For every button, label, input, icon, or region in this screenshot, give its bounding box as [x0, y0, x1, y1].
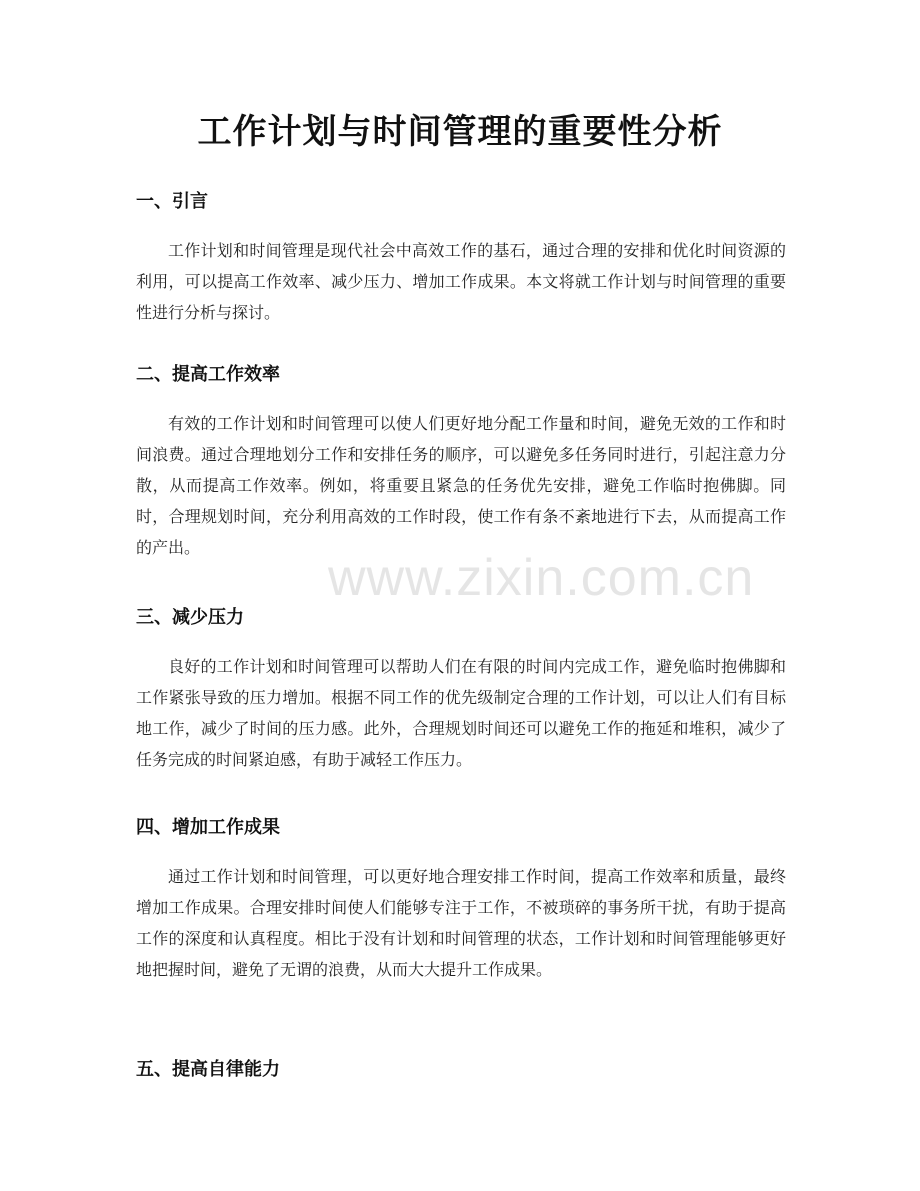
section-body-efficiency: 有效的工作计划和时间管理可以使人们更好地分配工作量和时间，避免无效的工作和时间浪费。通过合理地划分工作和安排任务的顺序，可以避免多任务同时进行，引起注意力分散，从而提高工作效率。例如，将重要且紧急的任务优先安排，避免工作临时抱佛脚。同时，合理规划时间，充分利用高效的工作时段，使工作有条不紊地进行下去，从而提高工作的产出。 [136, 414, 786, 557]
section-heading-efficiency: 二、提高工作效率 [136, 364, 280, 385]
section-body-stress: 良好的工作计划和时间管理可以帮助人们在有限的时间内完成工作，避免临时抱佛脚和工作紧张导致的压力增加。根据不同工作的优先级制定合理的工作计划，可以让人们有目标地工作，减少了时间的压力感。此外，合理规划时间还可以避免工作的拖延和堆积，减少了任务完成的时间紧迫感，有助于减轻工作压力。 [136, 657, 786, 769]
section-heading-introduction: 一、引言 [136, 191, 208, 212]
document-title: 工作计划与时间管理的重要性分析 [197, 112, 723, 152]
section-body-introduction: 工作计划和时间管理是现代社会中高效工作的基石，通过合理的安排和优化时间资源的利用，可以提高工作效率、减少压力、增加工作成果。本文将就工作计划与时间管理的重要性进行分析与探讨。 [136, 241, 786, 322]
section-heading-self-discipline: 五、提高自律能力 [136, 1059, 280, 1080]
section-heading-stress: 三、减少压力 [136, 607, 244, 628]
section-body-results: 通过工作计划和时间管理，可以更好地合理安排工作时间，提高工作效率和质量，最终增加工作成果。合理安排时间使人们能够专注于工作，不被琐碎的事务所干扰，有助于提高工作的深度和认真程度。相比于没有计划和时间管理的状态，工作计划和时间管理能够更好地把握时间，避免了无谓的浪费，从而大大提升工作成果。 [136, 867, 786, 979]
section-heading-results: 四、增加工作成果 [136, 817, 280, 838]
watermark: www.zixin.com.cn [328, 549, 755, 607]
